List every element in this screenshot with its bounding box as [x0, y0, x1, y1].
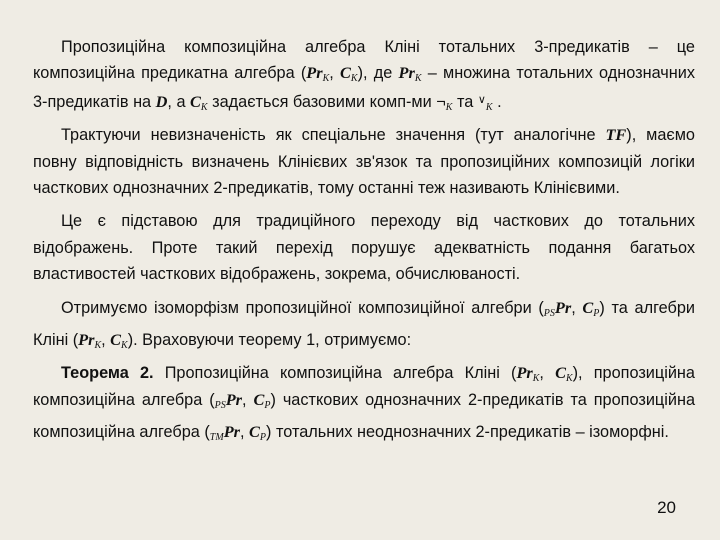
comma: ,: [539, 364, 556, 383]
comma: ,: [571, 298, 583, 317]
text: ). Враховуючи теорему 1, отримуємо:: [127, 331, 412, 350]
comma: ,: [101, 331, 111, 350]
symbol-c: C: [253, 389, 265, 409]
paragraph-3: Це є підставою для традиційного переходу від часткових до тотальних відображень. Проте такий перехід порушує адекватність подання багатьох властивостей часткових відображень, зокрема, обчислюваності.: [33, 212, 695, 284]
subscript-p: P: [264, 399, 271, 411]
paragraph-1: [33, 34, 695, 115]
text: та: [452, 92, 478, 111]
symbol-pr: Pr: [306, 63, 323, 83]
subscript-p: P: [259, 432, 267, 444]
symbol-c: C: [555, 363, 566, 383]
symbol-pr: Pr: [225, 389, 243, 409]
text: .: [492, 92, 502, 111]
disjunction-symbol: ∨: [477, 93, 486, 106]
symbol-d: D: [155, 91, 168, 111]
symbol-pr: Pr: [516, 363, 533, 383]
prefix-tm: TM: [209, 432, 224, 444]
symbol-pr: Pr: [398, 63, 415, 83]
text: ) часткових однозначних 2-предикатів та пропозиційна композиційна алгебра (: [33, 390, 695, 442]
comma: ,: [239, 423, 250, 442]
text: задається базовими комп-ми: [207, 92, 437, 111]
subscript-k: K: [565, 373, 573, 385]
subscript-k: K: [94, 340, 102, 352]
negation-symbol: ¬: [436, 92, 446, 111]
text: ), де: [357, 64, 399, 83]
subscript-p: P: [593, 307, 600, 319]
symbol-pr: Pr: [554, 297, 572, 317]
comma: ,: [329, 64, 341, 83]
symbol-pr: Pr: [223, 422, 240, 442]
subscript-k: K: [485, 101, 493, 113]
theorem-2: [33, 360, 695, 451]
prefix-ps: PS: [543, 307, 555, 319]
subscript-k: K: [121, 340, 128, 352]
text: ), пропозиційна композиційна алгебра (: [33, 364, 695, 409]
paragraph-4: [33, 295, 695, 354]
symbol-pr: Pr: [78, 330, 95, 350]
page-number: 20: [657, 498, 676, 517]
text: Отримуємо ізоморфізм пропозиційної композиційної алгебри (: [61, 298, 544, 317]
text: Трактуючи невизначеність як спеціальне значення (тут аналогічне: [61, 126, 606, 145]
symbol-c: C: [582, 297, 594, 317]
text: Пропозиційна композиційна алгебра Кліні (: [153, 364, 517, 383]
comma: ,: [242, 390, 254, 409]
text: , а: [167, 92, 191, 111]
symbol-c: C: [110, 330, 122, 350]
symbol-c: C: [249, 422, 260, 442]
subscript-k: K: [322, 73, 330, 85]
symbol-c: C: [190, 91, 201, 111]
subscript-k: K: [414, 73, 422, 85]
text: – множина тотальних однозначних 3-предикатів на: [33, 64, 695, 111]
text: Пропозиційна композиційна алгебра Кліні тотальних 3-предикатів – це композиційна предикатна алгебра (: [33, 38, 695, 83]
prefix-ps: PS: [214, 399, 226, 411]
text: ), маємо повну відповідність визначень Клінієвих зв'язок та пропозиційних композицій логіки часткових однозначних 2-предикатів, тому останні теж називають Клінієвими.: [33, 126, 695, 198]
subscript-k: K: [200, 101, 208, 113]
text: ) та алгебри Кліні (: [33, 298, 695, 350]
text: ) тотальних неоднозначних 2-предикатів – ізоморфні.: [266, 423, 669, 442]
subscript-k: K: [350, 73, 358, 85]
theorem-label: Теорема 2.: [61, 364, 154, 383]
symbol-tf: TF: [605, 125, 627, 145]
document-body: [33, 34, 695, 459]
subscript-k: K: [532, 373, 540, 385]
symbol-c: C: [340, 63, 351, 83]
subscript-k: K: [445, 101, 453, 113]
paragraph-2: [33, 122, 695, 201]
